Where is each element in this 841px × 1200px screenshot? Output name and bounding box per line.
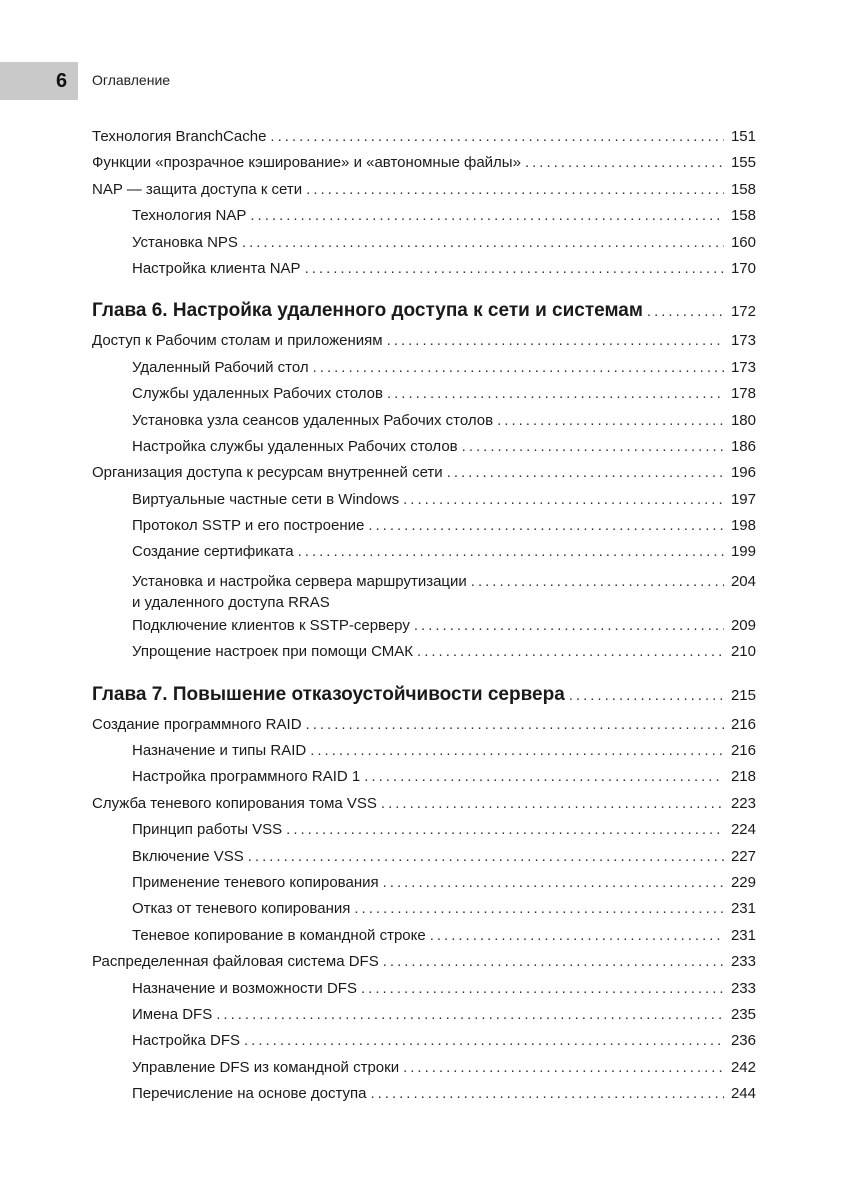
toc-entry-row[interactable] <box>92 738 756 764</box>
dot-leader <box>647 295 724 329</box>
toc-page-number: 198 <box>730 517 756 535</box>
table-of-contents <box>92 124 756 1108</box>
toc-entry-title: Службы удаленных Рабочих столов <box>132 385 383 403</box>
dot-leader <box>471 571 724 592</box>
toc-entry-title: Отказ от теневого копирования <box>132 900 351 918</box>
toc-entry-title: Назначение и типы RAID <box>132 742 307 760</box>
toc-entry-row[interactable] <box>92 230 756 256</box>
chapter-title: Настройка удаленного доступа к сети и системам <box>172 300 643 322</box>
toc-entry-row[interactable] <box>92 1081 756 1107</box>
dot-leader <box>497 408 724 434</box>
page-title: Оглавление <box>92 72 171 88</box>
toc-page-number: 204 <box>730 572 756 590</box>
toc-entry-row[interactable] <box>92 177 756 203</box>
dot-leader <box>381 791 724 817</box>
toc-entry-title <box>92 294 643 328</box>
dot-leader <box>383 870 724 896</box>
toc-entry-title: Организация доступа к ресурсам внутренней сети <box>92 464 443 482</box>
toc-page-number: 224 <box>730 821 756 839</box>
toc-entry-row[interactable] <box>92 513 756 539</box>
toc-entry-row[interactable] <box>92 355 756 381</box>
dot-leader <box>250 203 724 229</box>
toc-page-number: 170 <box>730 259 756 277</box>
toc-entry-title: Протокол SSTP и его построение <box>132 517 365 535</box>
toc-entry-title: Управление DFS из командной строки <box>132 1058 400 1076</box>
toc-entry-title: Настройка программного RAID 1 <box>132 768 361 786</box>
toc-entry-row[interactable] <box>92 949 756 975</box>
toc-entry-title: NAP — защита доступа к сети <box>92 180 303 198</box>
toc-page-number: 209 <box>730 616 756 634</box>
toc-chapter-row[interactable] <box>92 678 756 712</box>
toc-page-number: 155 <box>730 154 756 172</box>
dot-leader <box>569 679 724 713</box>
toc-entry-title: Упрощение настроек при помощи СМАК <box>132 643 414 661</box>
dot-leader <box>403 1055 724 1081</box>
dot-leader <box>306 177 724 203</box>
dot-leader <box>525 150 724 176</box>
chapter-number: Глава 7. <box>92 683 168 705</box>
toc-entry-row[interactable] <box>92 460 756 486</box>
toc-entry-row[interactable] <box>92 566 756 613</box>
toc-entry-row[interactable] <box>92 124 756 150</box>
toc-entry-title: Настройка DFS <box>132 1032 241 1050</box>
dot-leader <box>462 434 724 460</box>
toc-entry-title: Перечисление на основе доступа <box>132 1085 367 1103</box>
dot-leader <box>298 539 724 565</box>
toc-entry-row[interactable] <box>92 639 756 665</box>
toc-page-number: 223 <box>730 794 756 812</box>
toc-page-number: 180 <box>730 411 756 429</box>
toc-chapter-row[interactable] <box>92 294 756 328</box>
dot-leader <box>286 817 724 843</box>
toc-entry-row[interactable] <box>92 896 756 922</box>
toc-entry-title: Создание сертификата <box>132 543 294 561</box>
toc-entry-title: Служба теневого копирования тома VSS <box>92 794 377 812</box>
toc-page-number: 218 <box>730 768 756 786</box>
dot-leader <box>354 896 724 922</box>
toc-page-number: 199 <box>730 543 756 561</box>
dot-leader <box>417 639 724 665</box>
toc-entry-title <box>132 571 467 613</box>
toc-entry-title: Назначение и возможности DFS <box>132 979 357 997</box>
toc-entry-title: Распределенная файловая система DFS <box>92 953 379 971</box>
toc-entry-title: Технология NAP <box>132 207 247 225</box>
dot-leader <box>313 355 724 381</box>
toc-entry-title: Включение VSS <box>132 847 244 865</box>
toc-entry-row[interactable] <box>92 1055 756 1081</box>
toc-page-number: 158 <box>730 180 756 198</box>
toc-entry-title-line1: Установка и настройка сервера маршрутизации <box>132 572 467 590</box>
dot-leader <box>216 1002 724 1028</box>
toc-entry-title: Удаленный Рабочий стол <box>132 358 309 376</box>
dot-leader <box>306 712 724 738</box>
toc-entry-row[interactable] <box>92 764 756 790</box>
dot-leader <box>364 764 724 790</box>
toc-page-number: 216 <box>730 742 756 760</box>
toc-page-number: 229 <box>730 873 756 891</box>
toc-entry-row[interactable] <box>92 870 756 896</box>
toc-page-number: 160 <box>730 233 756 251</box>
toc-entry-title <box>92 678 565 712</box>
toc-page-number: 227 <box>730 847 756 865</box>
toc-entry-row[interactable] <box>92 613 756 639</box>
toc-entry-row[interactable] <box>92 791 756 817</box>
toc-entry-title: Настройка службы удаленных Рабочих столов <box>132 437 458 455</box>
toc-entry-title-line2: и удаленного доступа RRAS <box>132 593 330 611</box>
toc-entry-title: Создание программного RAID <box>92 715 302 733</box>
toc-entry-row[interactable] <box>92 976 756 1002</box>
toc-page-number: 173 <box>730 358 756 376</box>
toc-entry-row[interactable] <box>92 487 756 513</box>
toc-entry-row[interactable] <box>92 381 756 407</box>
toc-entry-row[interactable] <box>92 328 756 354</box>
toc-entry-title: Доступ к Рабочим столам и приложениям <box>92 332 383 350</box>
toc-entry-row[interactable] <box>92 817 756 843</box>
toc-page-number: 244 <box>730 1085 756 1103</box>
toc-page-number: 178 <box>730 385 756 403</box>
toc-page-number: 231 <box>730 900 756 918</box>
toc-page-number: 196 <box>730 464 756 482</box>
dot-leader <box>370 1081 724 1107</box>
toc-page-number: 233 <box>730 979 756 997</box>
dot-leader <box>430 923 724 949</box>
toc-entry-row[interactable] <box>92 712 756 738</box>
toc-entry-title: Подключение клиентов к SSTP-серверу <box>132 616 410 634</box>
toc-entry-row[interactable] <box>92 408 756 434</box>
toc-entry-row[interactable] <box>92 150 756 176</box>
dot-leader <box>270 124 724 150</box>
dot-leader <box>361 976 724 1002</box>
toc-page-number: 216 <box>730 715 756 733</box>
toc-entry-row[interactable] <box>92 434 756 460</box>
toc-entry-title: Настройка клиента NAP <box>132 259 301 277</box>
dot-leader <box>403 487 724 513</box>
toc-entry-row[interactable] <box>92 256 756 282</box>
toc-page-number: 151 <box>730 128 756 145</box>
chapter-number: Глава 6. <box>92 300 168 322</box>
toc-page-number: 242 <box>730 1058 756 1076</box>
dot-leader <box>244 1028 724 1054</box>
toc-entry-title: Функции «прозрачное кэширование» и «автономные файлы» <box>92 154 521 172</box>
dot-leader <box>447 460 724 486</box>
toc-entry-row[interactable] <box>92 1002 756 1028</box>
toc-entry-row[interactable] <box>92 203 756 229</box>
dot-leader <box>310 738 724 764</box>
toc-entry-title: Применение теневого копирования <box>132 873 379 891</box>
toc-entry-title: Технология BranchCache <box>92 128 267 145</box>
toc-page-number: 210 <box>730 643 756 661</box>
toc-page-number: 186 <box>730 437 756 455</box>
toc-entry-row[interactable] <box>92 1028 756 1054</box>
toc-entry-title: Установка узла сеансов удаленных Рабочих столов <box>132 411 494 429</box>
dot-leader <box>387 381 724 407</box>
chapter-title: Повышение отказоустойчивости сервера <box>172 683 565 705</box>
toc-page-number: 233 <box>730 953 756 971</box>
toc-entry-row[interactable] <box>92 923 756 949</box>
dot-leader <box>305 256 724 282</box>
toc-page-number: 215 <box>730 686 756 704</box>
toc-entry-row[interactable] <box>92 844 756 870</box>
toc-page-number: 231 <box>730 926 756 944</box>
toc-page-number: 197 <box>730 490 756 508</box>
toc-entry-title: Виртуальные частные сети в Windows <box>132 490 400 508</box>
toc-page-number: 236 <box>730 1032 756 1050</box>
toc-entry-title: Теневое копирование в командной строке <box>132 926 426 944</box>
toc-entry-title: Установка NPS <box>132 233 238 251</box>
toc-page-number: 158 <box>730 207 756 225</box>
dot-leader <box>368 513 724 539</box>
toc-page-number: 172 <box>730 303 756 321</box>
dot-leader <box>248 844 724 870</box>
toc-page-number: 173 <box>730 332 756 350</box>
dot-leader <box>242 230 724 256</box>
toc-page-number: 235 <box>730 1005 756 1023</box>
toc-entry-row[interactable] <box>92 539 756 565</box>
dot-leader <box>383 949 724 975</box>
page-number: 6 <box>56 70 68 92</box>
dot-leader <box>387 328 724 354</box>
toc-entry-title: Принцип работы VSS <box>132 821 283 839</box>
toc-entry-title: Имена DFS <box>132 1005 213 1023</box>
dot-leader <box>414 613 724 639</box>
